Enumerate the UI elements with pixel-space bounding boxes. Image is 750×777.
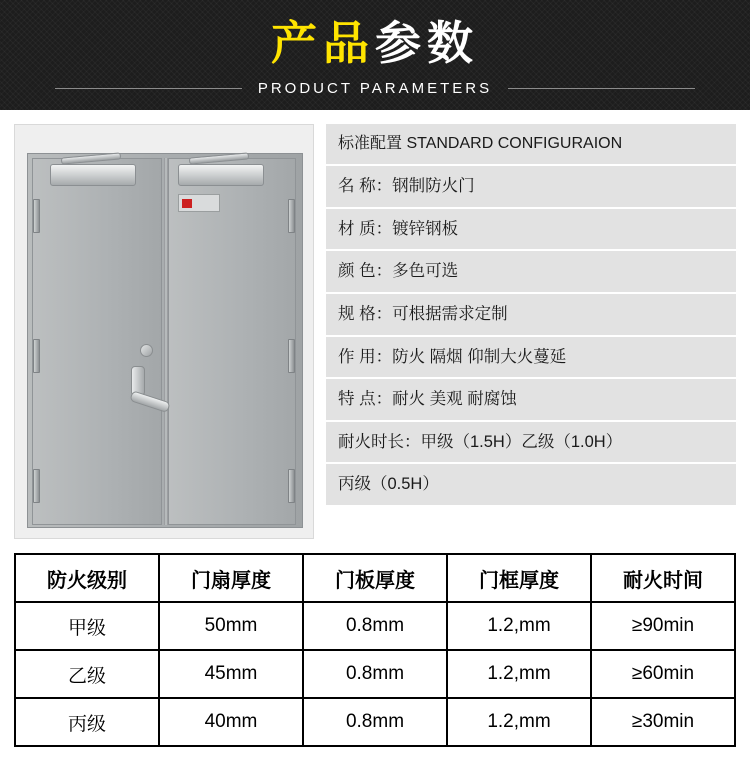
page-title-part-one: 产品 <box>271 16 375 69</box>
hinge-icon <box>288 339 295 373</box>
door-sign-plate <box>178 194 220 212</box>
door-center-seam <box>164 158 168 525</box>
sign-plate-red-mark <box>182 199 192 208</box>
hinge-icon <box>33 469 40 503</box>
table-row <box>15 650 735 698</box>
spec-row-fire-duration-c: 丙级（0.5H） <box>326 464 736 505</box>
table-header-row <box>15 554 735 602</box>
page-title <box>271 16 479 69</box>
parameter-table <box>14 553 736 747</box>
hinge-icon <box>288 199 295 233</box>
column-header-leaf-thickness: 门扇厚度 <box>159 554 303 602</box>
cell-fire-time: ≥60min <box>591 650 735 698</box>
spec-row-size: 规 格：可根据需求定制 <box>326 294 736 337</box>
cell-fire-time: ≥90min <box>591 602 735 650</box>
page-title-part-two: 参数 <box>375 16 479 69</box>
parameter-table-wrapper <box>14 553 736 747</box>
column-header-panel-thickness: 门板厚度 <box>303 554 447 602</box>
spec-heading: 标准配置 STANDARD CONFIGURAION <box>326 124 736 166</box>
cell-leaf-thickness: 45mm <box>159 650 303 698</box>
table-row <box>15 698 735 746</box>
table-row <box>15 602 735 650</box>
subtitle-rule-right <box>508 88 695 89</box>
hinge-icon <box>288 469 295 503</box>
door-closer-left <box>50 164 136 186</box>
door-closer-right <box>178 164 264 186</box>
door-leaf-left <box>32 158 162 525</box>
spec-row-fire-duration: 耐火时长：甲级（1.5H）乙级（1.0H） <box>326 422 736 465</box>
page-banner <box>0 0 750 110</box>
page-subtitle-row <box>55 80 695 97</box>
steel-fire-door-illustration <box>14 124 314 539</box>
spec-row-features: 特 点：耐火 美观 耐腐蚀 <box>326 379 736 422</box>
subtitle-rule-left <box>55 88 242 89</box>
column-header-fire-time: 耐火时间 <box>591 554 735 602</box>
content-area <box>0 110 750 539</box>
spec-row-color: 颜 色：多色可选 <box>326 251 736 294</box>
hinge-icon <box>33 199 40 233</box>
page-subtitle: PRODUCT PARAMETERS <box>257 79 493 97</box>
specification-list <box>326 124 736 505</box>
door-lock-cylinder <box>140 344 153 357</box>
cell-grade: 乙级 <box>15 650 159 698</box>
cell-frame-thickness: 1.2,mm <box>447 602 591 650</box>
spec-row-name: 名 称：钢制防火门 <box>326 166 736 209</box>
cell-panel-thickness: 0.8mm <box>303 650 447 698</box>
cell-leaf-thickness: 50mm <box>159 602 303 650</box>
cell-leaf-thickness: 40mm <box>159 698 303 746</box>
spec-row-material: 材 质：镀锌钢板 <box>326 209 736 252</box>
spec-row-function: 作 用：防火 隔烟 仰制大火蔓延 <box>326 337 736 380</box>
cell-panel-thickness: 0.8mm <box>303 602 447 650</box>
cell-grade: 丙级 <box>15 698 159 746</box>
cell-fire-time: ≥30min <box>591 698 735 746</box>
door-leaf-right <box>168 158 296 525</box>
column-header-grade: 防火级别 <box>15 554 159 602</box>
cell-frame-thickness: 1.2,mm <box>447 650 591 698</box>
cell-grade: 甲级 <box>15 602 159 650</box>
cell-frame-thickness: 1.2,mm <box>447 698 591 746</box>
hinge-icon <box>33 339 40 373</box>
column-header-frame-thickness: 门框厚度 <box>447 554 591 602</box>
cell-panel-thickness: 0.8mm <box>303 698 447 746</box>
door-frame <box>27 153 303 528</box>
